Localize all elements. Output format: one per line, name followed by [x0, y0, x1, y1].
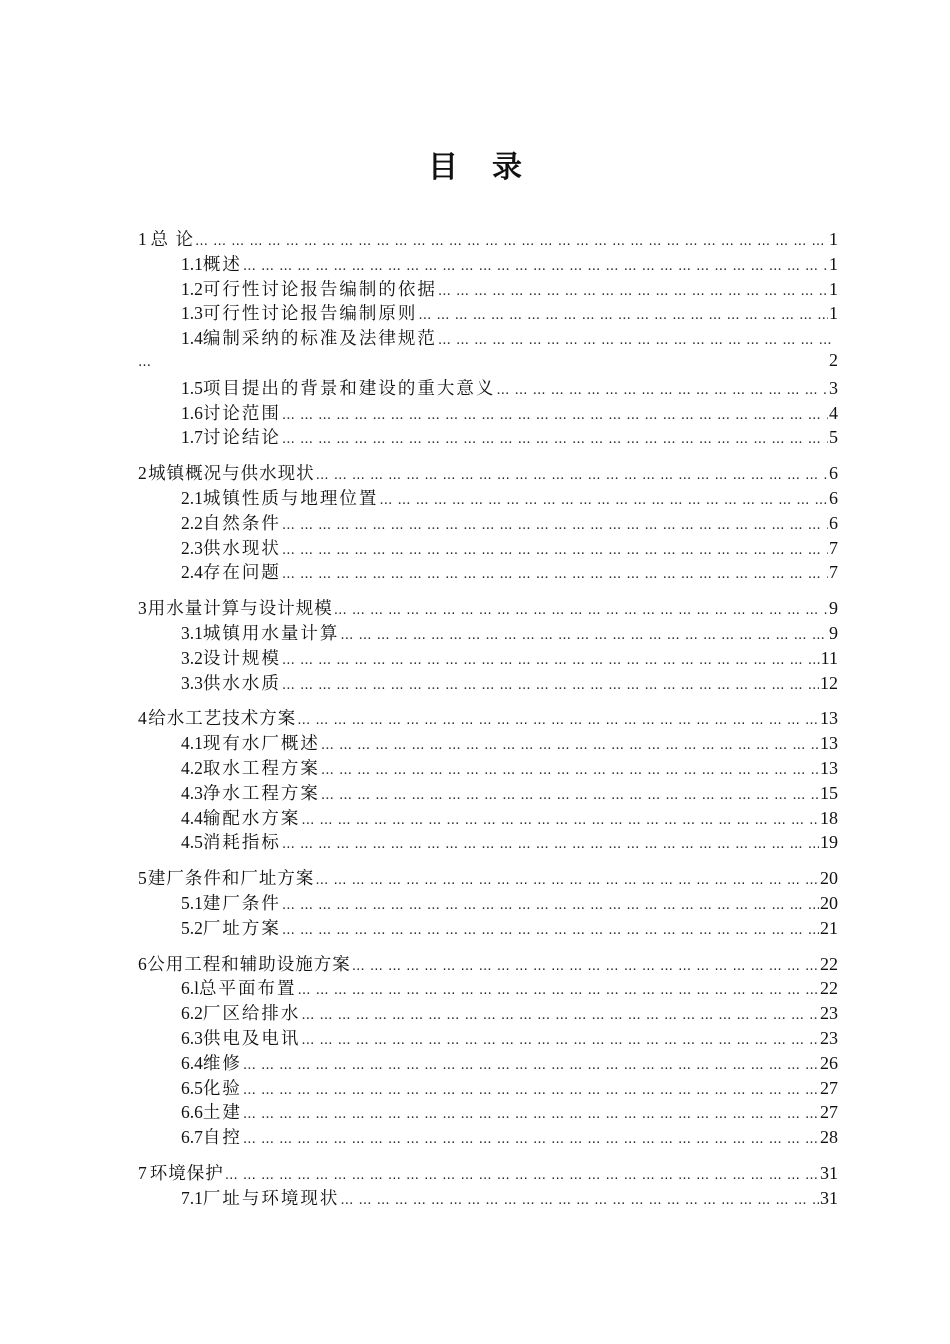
- toc-page-number: 1: [829, 253, 838, 274]
- toc-section-row[interactable]: [138, 1050, 838, 1075]
- toc-dot-leader: [301, 813, 819, 828]
- toc-entry-title: 可行性讨论报告编制的依据: [202, 279, 437, 300]
- page-title-char-1: 目: [428, 150, 458, 185]
- toc-section-row[interactable]: [138, 535, 838, 560]
- toc-entry-title: 现有水厂概述: [202, 734, 320, 755]
- toc-entry-number: 2.3: [181, 537, 203, 558]
- toc-section-row[interactable]: [138, 276, 838, 301]
- toc-entry-number: 1.5: [181, 377, 203, 398]
- toc-section-row[interactable]: [138, 620, 838, 645]
- toc-page-number: 3: [829, 377, 838, 398]
- toc-page-number: 1: [829, 278, 838, 299]
- toc-dot-leader: [282, 432, 828, 447]
- toc-entry-number: 6.3: [181, 1027, 203, 1048]
- toc-chapter-row[interactable]: [138, 705, 838, 730]
- toc-dot-leader: [352, 959, 819, 974]
- toc-entry-number: 3.2: [181, 647, 203, 668]
- toc-page-number: 27: [820, 1102, 838, 1123]
- toc-dot-leader: [243, 1083, 819, 1098]
- toc-page-number: 20: [820, 868, 838, 889]
- toc-dot-leader: [496, 383, 828, 398]
- toc-section-row[interactable]: [138, 1185, 838, 1210]
- toc-entry-number: 6.7: [181, 1127, 203, 1148]
- toc-page-number: 19: [820, 832, 838, 853]
- toc-entry-number: 1.2: [181, 278, 203, 299]
- toc-entry-title: 维修: [202, 1053, 242, 1074]
- toc-entry-number: 7: [138, 1162, 147, 1183]
- toc-entry-number: 1: [138, 229, 147, 249]
- toc-entry-title: 供水水质: [202, 673, 281, 694]
- toc-page-number: 22: [819, 953, 838, 974]
- toc-chapter-row[interactable]: [138, 226, 838, 251]
- toc-dot-leader: [282, 678, 819, 693]
- toc-section-row[interactable]: [138, 670, 838, 695]
- toc-chapter-row[interactable]: [138, 595, 838, 620]
- toc-page-number: 21: [820, 917, 838, 938]
- toc-entry-number: 4.4: [181, 807, 203, 828]
- toc-dot-leader: [301, 1033, 819, 1048]
- toc-entry-number: 4.1: [181, 733, 203, 754]
- table-of-contents: [138, 226, 838, 1209]
- toc-chapter-row[interactable]: [138, 865, 838, 890]
- toc-entry-number: 6.4: [181, 1052, 203, 1073]
- toc-entry-title: 供水现状: [202, 538, 281, 559]
- toc-section-row[interactable]: [138, 251, 838, 276]
- toc-page-number: 31: [820, 1187, 838, 1208]
- toc-section-row[interactable]: [138, 975, 838, 1000]
- toc-entry-title: 用水量计算与设计规模: [147, 599, 333, 620]
- toc-section-row[interactable]: [138, 1124, 838, 1149]
- toc-entry-number: 1.4: [181, 328, 203, 349]
- toc-entry-number: 6.5: [181, 1077, 203, 1098]
- toc-page-number: 12: [820, 672, 838, 693]
- toc-entry-title: 化验: [202, 1078, 242, 1099]
- toc-entry-title: 建厂条件: [202, 893, 281, 914]
- toc-section-row[interactable]: [138, 805, 838, 830]
- toc-entry-title: 设计规模: [202, 648, 281, 669]
- toc-section-row[interactable]: [138, 300, 838, 325]
- toc-page-number: 7: [829, 537, 838, 558]
- toc-dot-leader: [418, 308, 828, 323]
- toc-section-row[interactable]: [138, 915, 838, 940]
- toc-entry-title: 城镇性质与地理位置: [202, 488, 379, 509]
- toc-wrapped-line: [138, 350, 838, 375]
- toc-entry-title: 输配水方案: [202, 808, 301, 829]
- toc-entry-title: 公用工程和辅助设施方案: [147, 954, 351, 975]
- toc-entry-number: 5: [138, 868, 147, 889]
- toc-page-number: 13: [820, 708, 838, 729]
- toc-entry-title: 总平面布置: [199, 979, 297, 1000]
- toc-entry-number: 1.3: [181, 303, 203, 324]
- toc-page-number: 13: [820, 733, 838, 754]
- toc-entry-title: 净水工程方案: [202, 783, 320, 804]
- toc-dot-leader: [315, 873, 819, 888]
- toc-entry-number: 4: [138, 708, 147, 729]
- toc-section-row[interactable]: [138, 780, 838, 805]
- toc-dot-leader: [340, 1193, 819, 1208]
- toc-section-row[interactable]: [138, 559, 838, 584]
- toc-entry-number: 2: [138, 463, 147, 484]
- toc-entry-number: 1.1: [181, 253, 203, 274]
- toc-dot-leader: [243, 1058, 819, 1073]
- toc-entry-number: 6.2: [181, 1003, 203, 1024]
- toc-dot-leader-continued: …: [138, 354, 151, 370]
- toc-entry-number: 2.1: [181, 487, 203, 508]
- toc-dot-leader: [298, 983, 820, 998]
- toc-page-number: 20: [820, 892, 838, 913]
- toc-entry-number: 3: [138, 598, 147, 619]
- toc-page-number: 15: [820, 782, 838, 803]
- toc-section-row[interactable]: [138, 1099, 838, 1124]
- toc-page-number: 1: [829, 229, 838, 249]
- toc-dot-leader: [195, 234, 828, 249]
- toc-entry-title: 总 论: [150, 230, 195, 250]
- toc-dot-leader: [297, 713, 819, 728]
- toc-section-row[interactable]: [138, 400, 838, 425]
- toc-dot-leader: [321, 788, 819, 803]
- toc-page-number: 13: [820, 757, 838, 778]
- toc-entry-title: 取水工程方案: [202, 758, 320, 779]
- toc-page-number: 1: [829, 303, 838, 324]
- toc-page-number: 27: [820, 1077, 838, 1098]
- toc-page-number: 5: [829, 427, 838, 448]
- toc-entry-number: 2.4: [181, 562, 203, 583]
- toc-entry-title: 消耗指标: [202, 833, 281, 854]
- toc-entry-title: 编制采纳的标准及法律规范: [202, 329, 437, 350]
- toc-page-number: 23: [820, 1027, 838, 1048]
- toc-dot-leader: [282, 567, 828, 582]
- toc-section-row[interactable]: [138, 1025, 838, 1050]
- toc-page-number: 6: [829, 463, 838, 484]
- toc-page-number: 28: [820, 1127, 838, 1148]
- toc-entry-number: 2.2: [181, 512, 203, 533]
- toc-section-row[interactable]: [138, 755, 838, 780]
- toc-entry-title: 可行性讨论报告编制原则: [202, 304, 418, 325]
- toc-entry-title: 厂址与环境现状: [202, 1188, 340, 1209]
- toc-page-number: 9: [829, 622, 838, 643]
- toc-section-row[interactable]: [138, 890, 838, 915]
- toc-dot-leader: [301, 1008, 819, 1023]
- toc-page-number: 18: [820, 807, 838, 828]
- toc-entry-title: 厂址方案: [202, 918, 281, 939]
- toc-chapter-row[interactable]: [138, 460, 838, 485]
- toc-chapter-row[interactable]: [138, 1160, 838, 1185]
- page-title-char-2: 录: [492, 150, 522, 185]
- toc-dot-leader: [438, 333, 837, 348]
- toc-section-row[interactable]: [138, 730, 838, 755]
- toc-entry-title: 自控: [202, 1128, 242, 1149]
- toc-dot-leader: [282, 543, 828, 558]
- toc-section-row[interactable]: [138, 645, 838, 670]
- toc-section-row[interactable]: [138, 829, 838, 854]
- toc-dot-leader: [340, 628, 828, 643]
- toc-entry-title: 项目提出的背景和建设的重大意义: [202, 378, 496, 399]
- toc-dot-leader: [282, 408, 828, 423]
- toc-entry-number: 7.1: [181, 1187, 203, 1208]
- toc-page-number: 9: [829, 598, 838, 619]
- toc-entry-title: 存在问题: [202, 563, 281, 584]
- toc-entry-title: 城镇用水量计算: [202, 623, 340, 644]
- toc-section-row[interactable]: [138, 375, 838, 400]
- toc-section-row[interactable]: [138, 325, 838, 350]
- toc-chapter-row[interactable]: [138, 951, 838, 976]
- toc-entry-title: 城镇概况与供水现状: [148, 464, 315, 485]
- toc-entry-title: 厂区给排水: [202, 1004, 301, 1025]
- toc-page-number: 22: [820, 978, 838, 999]
- toc-page-number: 6: [829, 512, 838, 533]
- toc-page-number: 11: [820, 647, 838, 668]
- toc-entry-number: 1.7: [181, 427, 203, 448]
- toc-page-number: 4: [829, 402, 838, 423]
- toc-dot-leader: [225, 1168, 819, 1183]
- toc-page-number: 26: [820, 1052, 838, 1073]
- toc-dot-leader: [282, 923, 819, 938]
- toc-entry-title: 自然条件: [202, 513, 281, 534]
- toc-entry-number: 6.l: [181, 978, 199, 999]
- toc-dot-leader: [243, 259, 828, 274]
- toc-section-row[interactable]: [138, 485, 838, 510]
- toc-entry-title: 概述: [202, 254, 242, 275]
- toc-dot-leader: [243, 1107, 819, 1122]
- toc-entry-number: 4.5: [181, 832, 203, 853]
- toc-dot-leader: [321, 738, 819, 753]
- toc-entry-number: 3.1: [181, 622, 203, 643]
- toc-entry-number: 6.6: [181, 1102, 203, 1123]
- toc-dot-leader: [282, 837, 819, 852]
- toc-dot-leader: [282, 518, 828, 533]
- toc-page-number: 6: [829, 487, 838, 508]
- toc-entry-number: 3.3: [181, 672, 203, 693]
- toc-entry-title: 讨论结论: [202, 428, 281, 449]
- toc-dot-leader: [321, 763, 819, 778]
- toc-section-row[interactable]: [138, 424, 838, 449]
- toc-entry-number: 4.3: [181, 782, 203, 803]
- toc-section-row[interactable]: [138, 510, 838, 535]
- toc-dot-leader: [282, 898, 819, 913]
- toc-entry-title: 讨论范围: [202, 403, 281, 424]
- toc-dot-leader: [316, 468, 828, 483]
- toc-section-row[interactable]: [138, 1000, 838, 1025]
- toc-entry-title: 供电及电讯: [202, 1028, 301, 1049]
- toc-page-number: 31: [820, 1162, 838, 1183]
- toc-entry-number: 1.6: [181, 402, 203, 423]
- toc-dot-leader: [243, 1132, 819, 1147]
- toc-entry-number: 4.2: [181, 757, 203, 778]
- toc-dot-leader: [334, 603, 828, 618]
- toc-entry-number: 5.2: [181, 917, 203, 938]
- toc-entry-title: 土建: [202, 1103, 242, 1124]
- toc-entry-number: 6: [138, 953, 147, 974]
- toc-entry-title: 环境保护: [149, 1163, 224, 1184]
- toc-page-number: 7: [829, 562, 838, 583]
- page-title: [0, 142, 950, 186]
- toc-entry-title: 给水工艺技术方案: [148, 709, 297, 730]
- toc-dot-leader: [379, 493, 828, 508]
- toc-section-row[interactable]: [138, 1075, 838, 1100]
- toc-dot-leader: [438, 284, 828, 299]
- toc-entry-number: 5.1: [181, 892, 203, 913]
- toc-page-number: 2: [829, 349, 838, 370]
- toc-entry-title: 建厂条件和厂址方案: [147, 869, 315, 890]
- toc-page-number: 23: [820, 1003, 838, 1024]
- toc-dot-leader: [282, 653, 820, 668]
